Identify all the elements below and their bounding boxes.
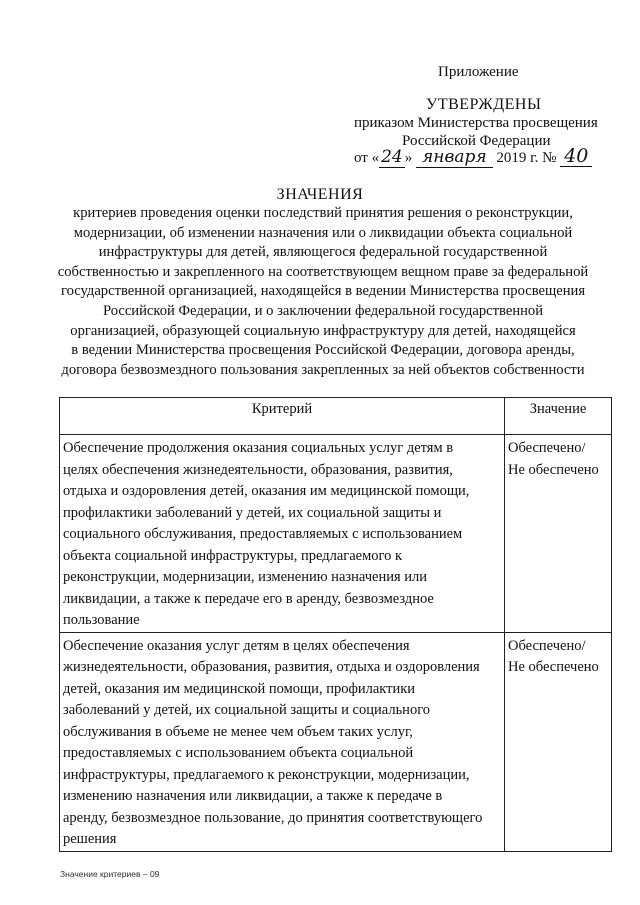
value-cell <box>505 632 612 851</box>
page-footer: Значение критериев – 09 <box>60 869 160 879</box>
criterion-line: Обеспечение оказания услуг детям в целях обеспечения <box>63 637 410 654</box>
criterion-line: объекта социальной инфраструктуры, предлагаемого к <box>63 547 403 564</box>
criterion-line: жизнедеятельности, образования, развития, отдыха и оздоровления <box>63 659 480 675</box>
approved-label: УТВЕРЖДЕНЫ <box>426 96 542 113</box>
criterion-line: инфраструктуры, предлагаемого к реконструкции, модернизации, <box>63 766 470 783</box>
criterion-line: отдыха и оздоровления детей, оказания им медицинской помощи, <box>63 483 470 499</box>
criterion-line: Обеспечение продолжения оказания социальных услуг детям в <box>63 440 454 456</box>
order-number: 40 <box>560 146 592 167</box>
column-header-criterion: Критерий <box>60 398 505 435</box>
criterion-line: детей, оказания им медицинской помощи, профилактики <box>63 680 416 697</box>
value-line: Обеспечено/ <box>508 637 586 654</box>
criterion-line: реконструкции, модернизации, изменению назначения или <box>63 569 428 585</box>
table-row <box>60 435 612 633</box>
criteria-table <box>59 397 612 852</box>
table-header-row <box>60 398 612 435</box>
date-day: 24 <box>381 147 403 167</box>
order-line-1: приказом Министерства просвещения <box>354 115 598 131</box>
date-month: января <box>416 147 493 168</box>
subtitle-line: организацией, образующей социальную инфраструктуру для детей, находящейся <box>70 322 576 339</box>
criterion-line: изменению назначения или ликвидации, а также к передаче в <box>63 788 443 804</box>
criterion-line: предоставляемых с использованием объекта социальной <box>63 745 414 761</box>
criterion-cell <box>60 632 505 851</box>
column-header-value: Значение <box>505 398 612 435</box>
criterion-line: аренду, безвозмездное пользование, до принятия соответствующего <box>63 809 483 826</box>
subtitle-line: Российской Федерации, и о заключении федеральной государственной <box>102 302 544 319</box>
order-date-line <box>354 146 592 168</box>
criterion-line: решения <box>63 831 117 847</box>
subtitle-line: собственностью и закрепленного на соответствующем вещном праве за федеральной <box>57 263 589 280</box>
criterion-line: пользование <box>63 612 140 628</box>
appendix-label: Приложение <box>438 64 519 80</box>
value-line: Обеспечено/ <box>508 440 586 456</box>
document-title: ЗНАЧЕНИЯ <box>276 186 364 203</box>
date-year: 2019 г. № <box>496 150 557 166</box>
table-row <box>60 632 612 851</box>
criterion-line: заболеваний у детей, их социальной защиты и социального <box>63 702 431 718</box>
date-mid: » <box>404 150 413 166</box>
criterion-line: целях обеспечения жизнедеятельности, образования, развития, <box>63 461 453 478</box>
subtitle-line: критериев проведения оценки последствий принятия решения о реконструкции, <box>73 205 573 221</box>
subtitle-line: в ведении Министерства просвещения Российской Федерации, договора аренды, <box>71 342 575 359</box>
value-line: Не обеспечено <box>508 659 599 675</box>
document-subtitle <box>56 204 590 380</box>
criterion-cell <box>60 435 505 633</box>
criterion-line: ликвидации, а также к передаче его в аренду, безвозмездное <box>63 590 434 607</box>
value-line: Не обеспечено <box>508 461 599 478</box>
order-line-2: Российской Федерации <box>402 133 551 149</box>
subtitle-line: инфраструктуры для детей, являющегося федеральной государственной <box>98 244 548 261</box>
criterion-line: обслуживания в объеме не менее чем объем таких услуг, <box>63 723 413 740</box>
value-cell <box>505 435 612 633</box>
criterion-line: социального обслуживания, предоставляемых с использованием <box>63 526 463 542</box>
subtitle-line: государственной организацией, находящейся в ведении Министерства просвещения <box>60 283 586 300</box>
subtitle-line: модернизации, об изменении назначения или о ликвидации объекта социальной <box>73 224 573 241</box>
subtitle-line: договора безвозмездного пользования закрепленных за ней объектов собственности <box>61 361 585 378</box>
date-prefix: от « <box>354 150 380 166</box>
criterion-line: профилактики заболеваний у детей, их социальной защиты и <box>63 504 442 521</box>
